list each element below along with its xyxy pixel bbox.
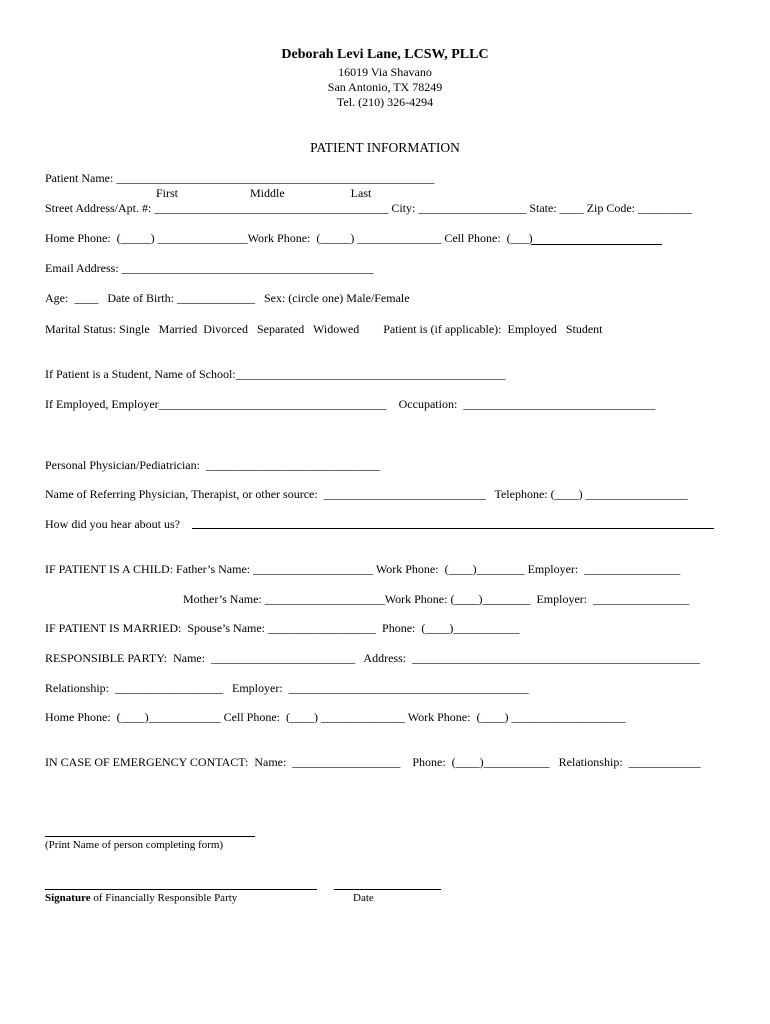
school-field[interactable]: If Patient is a Student, Name of School:_____________________________________________ xyxy=(45,367,506,381)
email-field[interactable]: Email Address: __________________________________________ xyxy=(45,261,374,275)
spouse-field[interactable]: IF PATIENT IS MARRIED: Spouse’s Name: __________________ Phone: (____)___________ xyxy=(45,621,520,635)
emergency-contact-field[interactable]: IN CASE OF EMERGENCY CONTACT: Name: __________________ Phone: (____)___________ Relationship: ____________ xyxy=(45,755,701,769)
signature-underline[interactable] xyxy=(45,889,317,890)
form-title: PATIENT INFORMATION xyxy=(310,140,460,155)
age-dob-sex-field[interactable]: Age: ____ Date of Birth: _____________ Sex: (circle one) Male/Female xyxy=(45,291,410,305)
name-parts-labels: First Middle Last xyxy=(156,186,372,200)
practice-phone: Tel. (210) 326-4294 xyxy=(336,95,434,109)
practice-name: Deborah Levi Lane, LCSW, PLLC xyxy=(281,47,489,62)
signature-label xyxy=(45,891,237,905)
relationship-field[interactable]: Relationship: __________________ Employer: ________________________________________ xyxy=(45,681,529,695)
practice-street: 16019 Via Shavano xyxy=(338,65,432,79)
physician-field[interactable]: Personal Physician/Pediatrician: _____________________________ xyxy=(45,458,380,472)
marital-status-field[interactable]: Marital Status: Single Married Divorced Separated Widowed Patient is (if applicable): Employed Student xyxy=(45,322,603,336)
cell-phone-underline xyxy=(531,244,662,245)
print-name-underline[interactable] xyxy=(45,836,255,837)
mother-field[interactable]: Mother’s Name: ____________________Work Phone: (____)________ Employer: ________________ xyxy=(183,592,690,606)
phones-field[interactable]: Home Phone: (_____) _______________Work Phone: (_____) ______________ Cell Phone: (___) xyxy=(45,231,533,245)
responsible-phones-field[interactable]: Home Phone: (____)____________ Cell Phone: (____) ______________ Work Phone: (____) ___________________ xyxy=(45,710,626,724)
patient-name-field[interactable]: Patient Name: _____________________________________________________ xyxy=(45,171,435,185)
signature-bold: Signature xyxy=(45,892,91,904)
print-name-label: (Print Name of person completing form) xyxy=(45,839,224,851)
father-field[interactable]: IF PATIENT IS A CHILD: Father’s Name: ____________________ Work Phone: (____)________ Employer: ________________ xyxy=(45,562,681,576)
practice-city: San Antonio, TX 78249 xyxy=(327,80,443,94)
hear-about-label: How did you hear about us? xyxy=(45,517,180,531)
street-address-field[interactable]: Street Address/Apt. #: _______________________________________ City: __________________ State: ____ Zip Code: _________ xyxy=(45,201,692,215)
referring-field[interactable]: Name of Referring Physician, Therapist, or other source: ___________________________ Telephone: (____) _________________ xyxy=(45,487,688,501)
date-underline[interactable] xyxy=(334,889,441,890)
responsible-party-field[interactable]: RESPONSIBLE PARTY: Name: ________________________ Address: ________________________________________________ xyxy=(45,651,701,665)
employer-field[interactable]: If Employed, Employer______________________________________ Occupation: ________________________________ xyxy=(45,397,656,411)
hear-about-underline[interactable] xyxy=(192,528,714,529)
signature-rest: of Financially Responsible Party xyxy=(90,892,238,904)
date-label: Date xyxy=(353,892,374,904)
